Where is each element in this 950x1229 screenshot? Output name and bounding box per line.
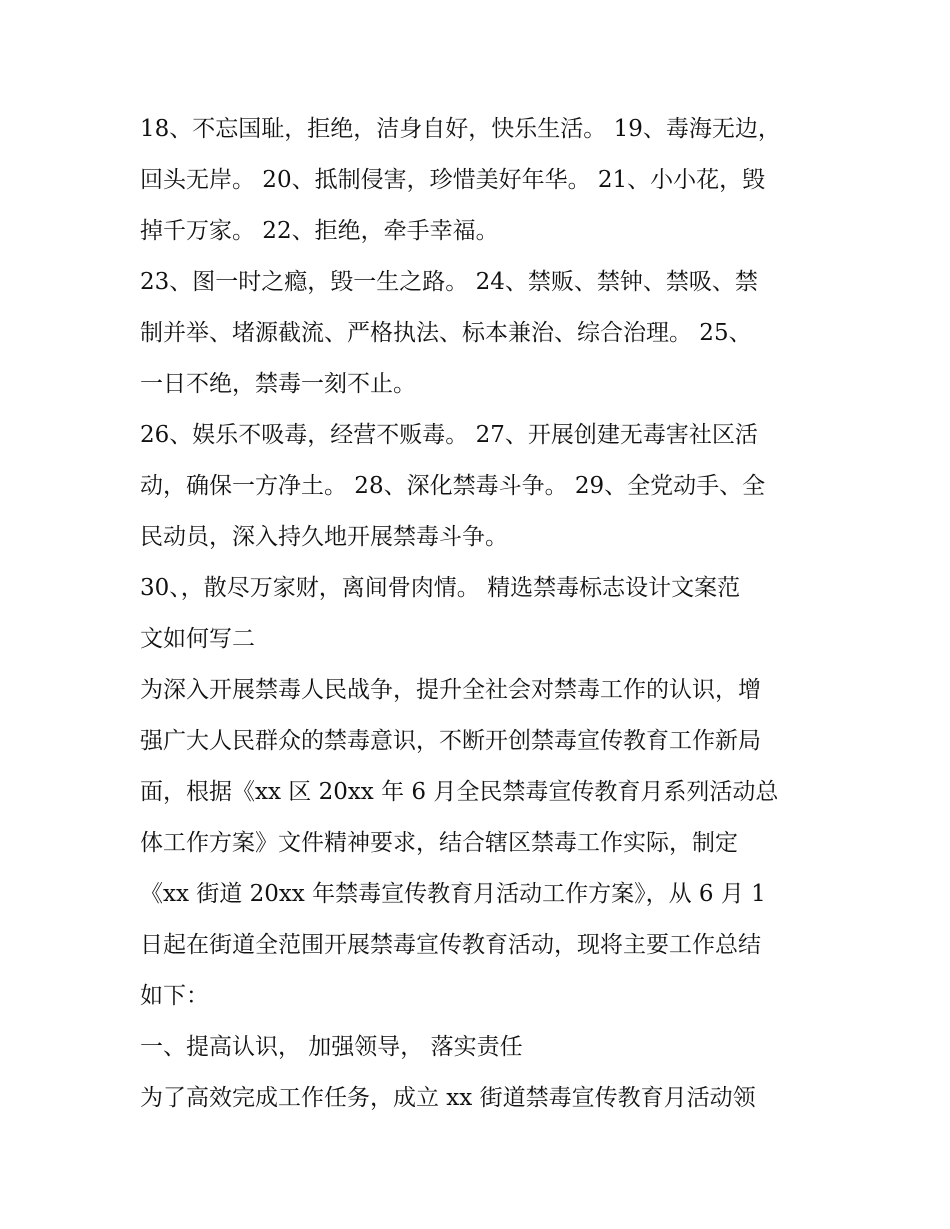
text-line-8: 动，确保一方净土。 28、深化禁毒斗争。 29、全党动手、全	[140, 473, 766, 499]
text-line-9: 民动员，深入持久地开展禁毒斗争。	[140, 524, 508, 550]
text-line-3: 掉千万家。 22、拒绝，牵手幸福。	[140, 218, 499, 244]
text-line-13: 强广大人民群众的禁毒意识，不断开创禁毒宣传教育工作新局	[140, 728, 761, 754]
text-line-11: 文如何写二	[140, 626, 255, 652]
text-line-16: 《xx 街道 20xx 年禁毒宣传教育月活动工作方案》，从 6 月 1	[140, 881, 766, 907]
text-line-7: 26、娱乐不吸毒，经营不贩毒。 27、开展创建无毒害社区活	[140, 422, 758, 448]
text-line-5: 制并举、堵源截流、严格执法、标本兼治、综合治理。 25、	[140, 320, 752, 346]
text-line-4: 23、图一时之瘾，毁一生之路。 24、禁贩、禁钟、禁吸、禁	[140, 269, 758, 295]
text-line-14: 面，根据《xx 区 20xx 年 6 月全民禁毒宣传教育月系列活动总	[140, 779, 779, 805]
text-line-15: 体工作方案》文件精神要求，结合辖区禁毒工作实际，制定	[140, 830, 738, 856]
text-line-1: 18、不忘国耻，拒绝，洁身自好，快乐生活。 19、毒海无边，	[140, 116, 781, 142]
document-body	[140, 104, 820, 1124]
text-line-20: 为了高效完成工作任务，成立 xx 街道禁毒宣传教育月活动领	[140, 1085, 756, 1111]
text-line-2: 回头无岸。 20、抵制侵害，珍惜美好年华。 21、小小花，毁	[140, 167, 766, 193]
text-line-18: 如下：	[140, 983, 209, 1009]
text-line-17: 日起在街道全范围开展禁毒宣传教育活动，现将主要工作总结	[140, 932, 761, 958]
text-line-6: 一日不绝，禁毒一刻不止。	[140, 371, 416, 397]
section-heading: 一、提高认识， 加强领导， 落实责任	[140, 1034, 523, 1060]
text-line-10: 30、，散尽万家财，离间骨肉情。 精选禁毒标志设计文案范	[140, 575, 741, 601]
text-line-12: 为深入开展禁毒人民战争，提升全社会对禁毒工作的认识，增	[140, 677, 761, 703]
